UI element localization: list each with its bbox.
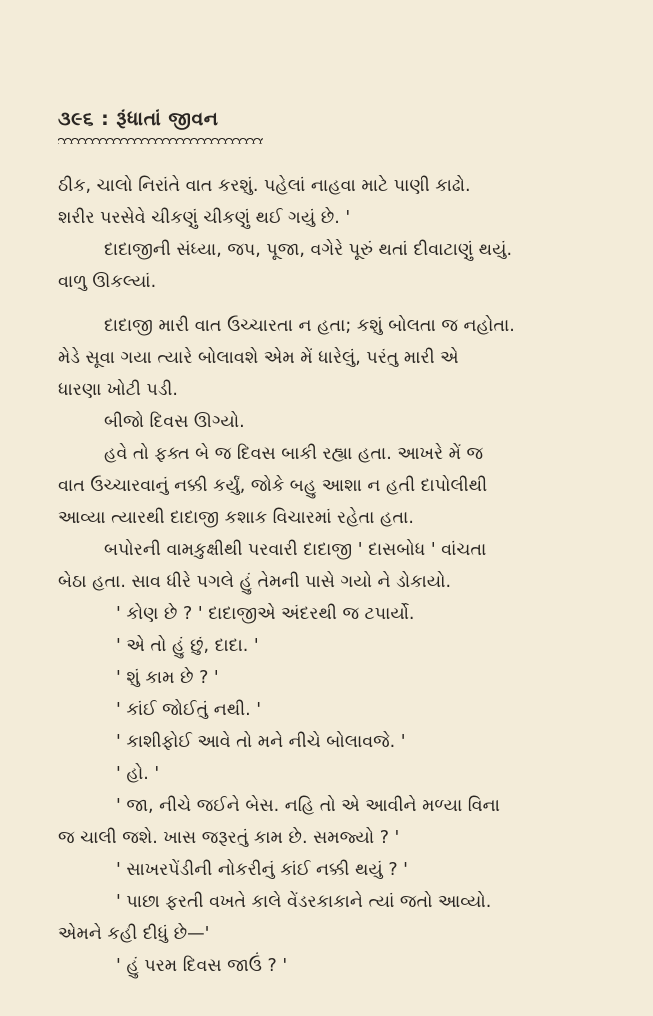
text-line: ' જા, નીચે જઈને બેસ. નહિ તો એ આવીને મળ્યા વિના [116, 796, 500, 816]
text-line: જ ચાલી જશે. ખાસ જરૂરતું કામ છે. સમજ્યો ? ' [58, 828, 400, 848]
text-line: ઠીક, ચાલો નિરાંતે વાત કરશું. પહેલાં નાહવા માટે પાણી કાઢો. [58, 176, 471, 196]
wavy-underline [58, 136, 263, 144]
text-line: ધારણા ખોટી પડી. [58, 380, 178, 400]
text-line: ' પાછા ફરતી વખતે કાલે વેંડરકાકાને ત્યાં જતો આવ્યો. [116, 892, 492, 912]
text-line: હવે તો ફક્ત બે જ દિવસ બાકી રહ્યા હતા. આખરે મેં જ [104, 444, 484, 464]
text-line: દાદાજીની સંધ્યા, જપ, પૂજા, વગેરે પૂરું થતાં દીવાટાણું થયું. [104, 240, 513, 260]
text-line: આવ્યા ત્યારથી દાદાજી કશાક વિચારમાં રહેતા હતા. [58, 508, 414, 528]
body-text [58, 170, 613, 982]
text-line: બપોરની વામકુક્ષીથી પરવારી દાદાજી ' દાસબોધ ' વાંચતા [104, 540, 487, 560]
page-number: ૩૯૬ [58, 108, 95, 130]
text-line: વાળુ ઊકલ્યાં. [58, 272, 157, 292]
text-line: ' એ તો હું છું, દાદા. ' [116, 636, 259, 656]
text-line: દાદાજી મારી વાત ઉચ્ચારતા ન હતા; કશું બોલતા જ નહોતા. [104, 316, 515, 336]
header-separator: : [101, 108, 110, 130]
text-line: મેડે સૂવા ગયા ત્યારે બોલાવશે એમ મેં ધારેલું, પરંતુ મારી એ [58, 348, 459, 368]
text-line: ' હો. ' [116, 764, 160, 784]
text-line: એમને કહી દીધું છે—' [58, 924, 210, 944]
chapter-title: રૂંધાતાં જીવન [116, 108, 219, 130]
text-line: ' કોણ છે ? ' દાદાજીએ અંદરથી જ ટપાર્યો. [116, 604, 415, 624]
text-line: ' સાખરપેંડીની નોકરીનું કાંઈ નક્કી થયું ? ' [116, 860, 408, 880]
text-line: બેઠા હતા. સાવ ધીરે પગલે હું તેમની પાસે ગયો ને ડોકાયો. [58, 572, 452, 592]
text-line: ' શું કામ છે ? ' [116, 668, 219, 688]
text-line: ' કાંઈ જોઈતું નથી. ' [116, 700, 262, 720]
text-line: વાત ઉચ્ચારવાનું નક્કી કર્યું, જોકે બહુ આશા ન હતી દાપોલીથી [58, 476, 488, 496]
running-header [58, 108, 218, 132]
text-line: ' કાશીફોઈ આવે તો મને નીચે બોલાવજે. ' [116, 732, 406, 752]
text-line: ' હું પરમ દિવસ જાઉં ? ' [116, 956, 288, 976]
text-line: શરીર પરસેવે ચીકણું ચીકણું થઈ ગયું છે. ' [58, 208, 351, 228]
text-line: બીજો દિવસ ઊગ્યો. [104, 412, 245, 432]
